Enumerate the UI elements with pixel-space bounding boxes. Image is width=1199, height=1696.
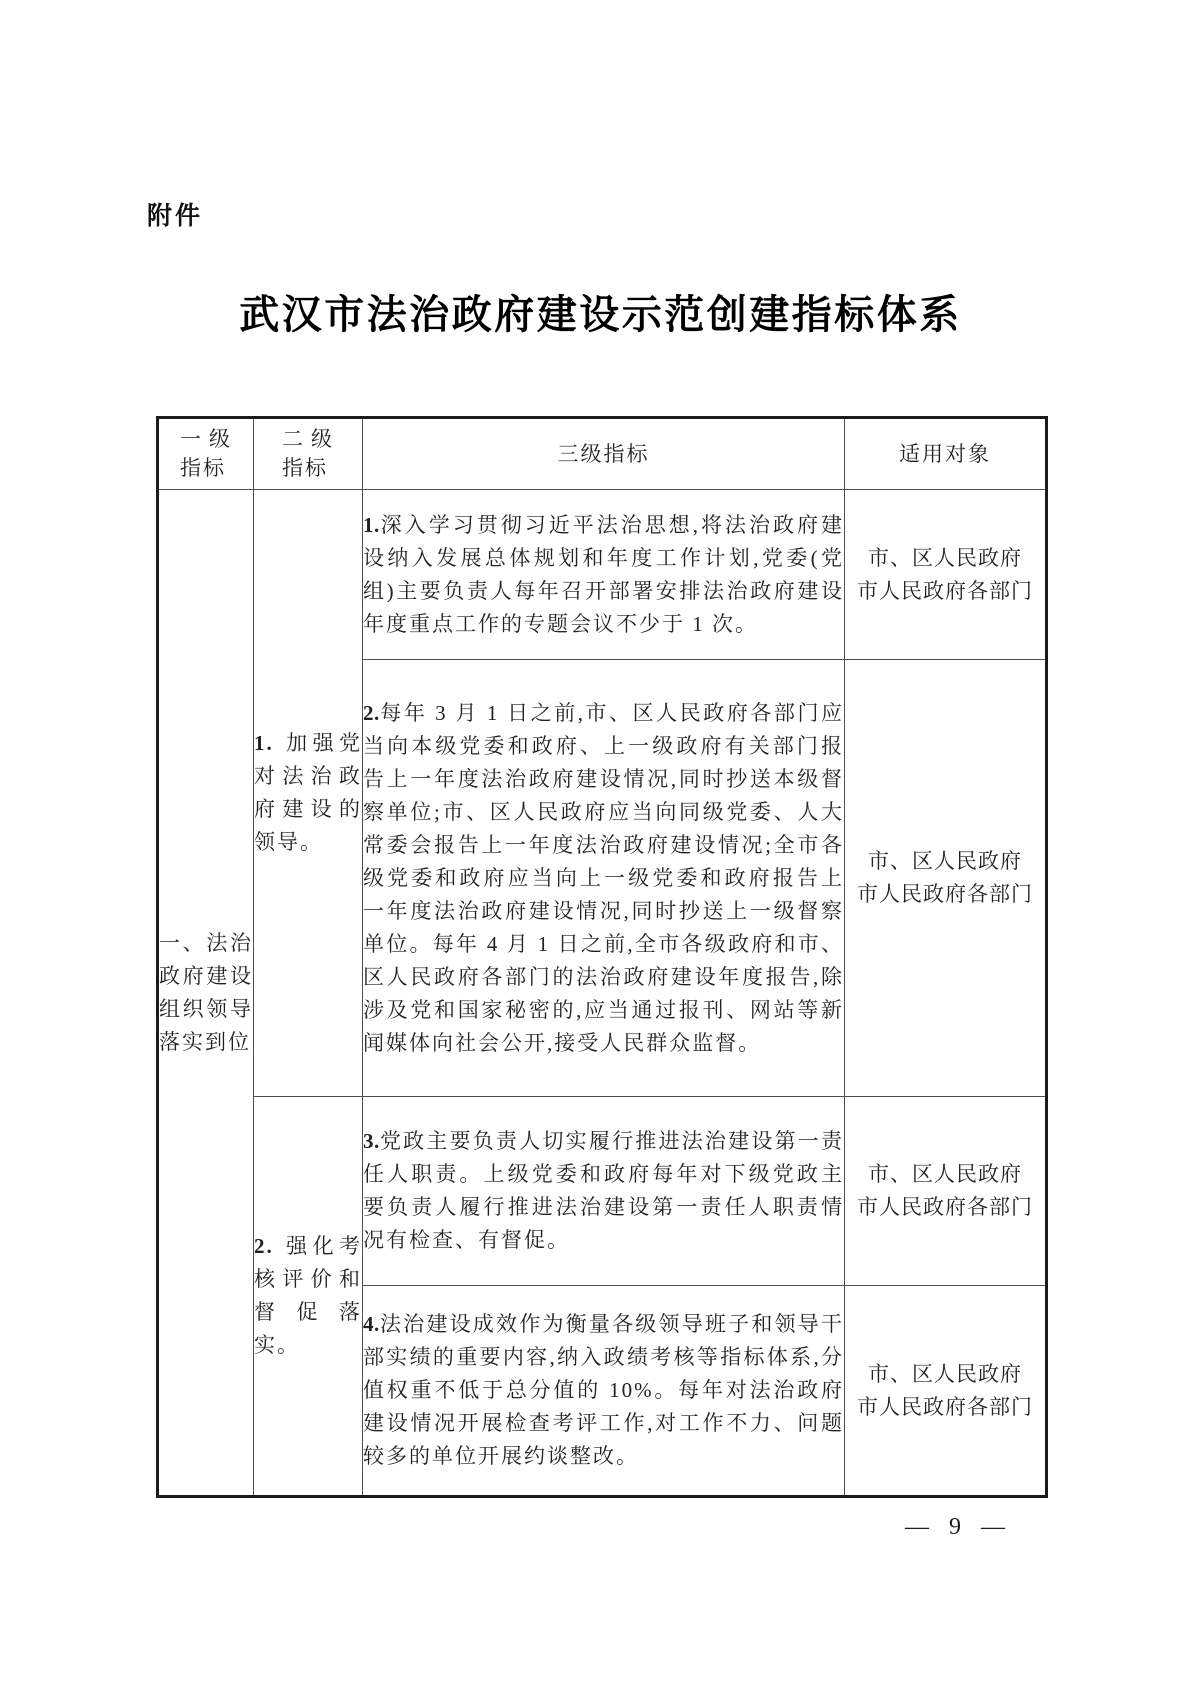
indicator-table [156, 416, 1048, 1498]
table-row [158, 490, 1047, 660]
page-number: — 9 — [905, 1514, 1005, 1540]
level3-indicator-cell-4 [363, 1286, 845, 1497]
level3-indicator-text: 4.法治建设成效作为衡量各级领导班子和领导干部实绩的重要内容,纳入政绩考核等指标体系,分值权重不低于总分值的 10%。每年对法治政府建设情况开展检查考评工作,对工作不力、问题较多的单位开展约谈整改。 [363, 1312, 844, 1468]
level2-indicator-cell-2 [254, 1097, 363, 1497]
level1-indicator-text: 一、法治政府建设组织领导落实到位 [159, 930, 253, 1054]
header-applicable-target: 适用对象 [845, 418, 1047, 490]
level2-indicator-cell-1 [254, 490, 363, 1097]
applicable-target-cell-2: 市、区人民政府 市人民政府各部门 [845, 660, 1047, 1097]
level3-indicator-text: 2.每年 3 月 1 日之前,市、区人民政府各部门应当向本级党委和政府、上一级政府有关部门报告上一年度法治政府建设情况,同时抄送本级督察单位;市、区人民政府应当向同级党委、人大常委会报告上一年度法治政府建设情况;全市各级党委和政府应当向上一级党委和政府报告上一年度法治政府建设情况,同时抄送上一级督察单位。每年 4 月 1 日之前,全市各级政府和市、区人民政府各部门的法治政府建设年度报告,除涉及党和国家秘密的,应当通过报刊、网站等新闻媒体向社会公开,接受人民群众监督。 [363, 700, 844, 1055]
header-level2-indicator: 二级指标 [254, 418, 363, 490]
level3-indicator-text: 3.党政主要负责人切实履行推进法治建设第一责任人职责。上级党委和政府每年对下级党政主要负责人履行推进法治建设第一责任人职责情况有检查、有督促。 [363, 1129, 844, 1252]
level3-indicator-cell-3 [363, 1097, 845, 1286]
page-title: 武汉市法治政府建设示范创建指标体系 [239, 292, 962, 337]
level3-indicator-cell-2 [363, 660, 845, 1097]
table-header-row [158, 418, 1047, 490]
level2-indicator-text: 1. 加强党对法治政府建设的领导。 [254, 731, 362, 854]
level2-indicator-text: 2. 强化考核评价和督促落实。 [254, 1234, 362, 1357]
applicable-target-cell-3: 市、区人民政府 市人民政府各部门 [845, 1097, 1047, 1286]
header-level1-indicator: 一级指标 [158, 418, 254, 490]
header-level3-indicator: 三级指标 [363, 418, 845, 490]
applicable-target-cell-1: 市、区人民政府 市人民政府各部门 [845, 490, 1047, 660]
level1-indicator-cell [158, 490, 254, 1497]
applicable-target-cell-4: 市、区人民政府 市人民政府各部门 [845, 1286, 1047, 1497]
table-row [158, 1097, 1047, 1286]
level3-indicator-text: 1.深入学习贯彻习近平法治思想,将法治政府建设纳入发展总体规划和年度工作计划,党委(党组)主要负责人每年召开部署安排法治政府建设年度重点工作的专题会议不少于 1 次。 [363, 512, 844, 636]
level3-indicator-cell-1 [363, 490, 845, 660]
attachment-label: 附件 [147, 202, 204, 230]
